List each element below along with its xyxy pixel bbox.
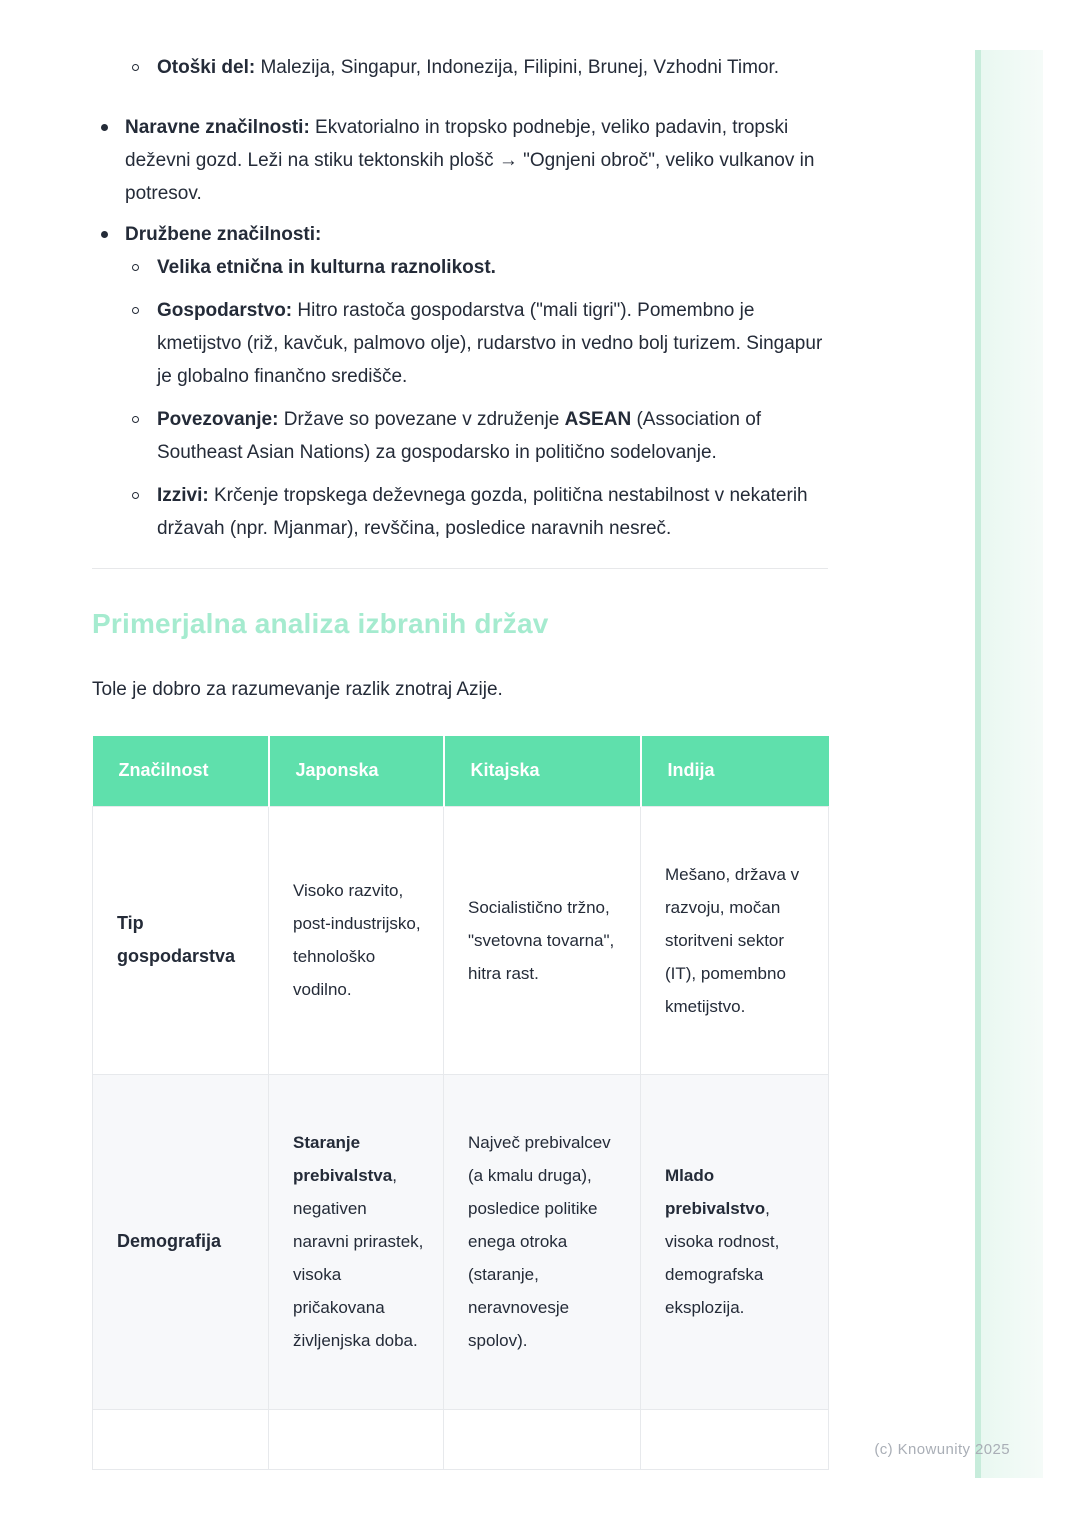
list-item-gospodarstvo <box>92 294 828 393</box>
copyright-text: (c) Knowunity 2025 <box>874 1441 1010 1458</box>
row-label: Tip gospodarstva <box>93 806 269 1074</box>
intro-paragraph: Tole je dobro za razumevanje razlik znotraj Azije. <box>92 679 503 700</box>
list-item-text: Izzivi: Krčenje tropskega deževnega gozda, politična nestabilnost v nekaterih državah (npr. Mjanmar), revščina, posledice naravnih nesreč. <box>157 485 808 539</box>
list-item-text: Velika etnična in kulturna raznolikost. <box>157 257 496 278</box>
circle-bullet-icon <box>132 264 139 271</box>
table-header-row <box>93 736 829 806</box>
list-item-text: Družbene značilnosti: <box>125 224 322 245</box>
list-item-text: Otoški del: Malezija, Singapur, Indonezija, Filipini, Brunej, Vzhodni Timor. <box>157 57 780 78</box>
disc-bullet-icon <box>101 231 108 238</box>
table-cell-japonska: Visoko razvito, post-industrijsko, tehnološko vodilno. <box>269 806 444 1074</box>
table-cell-indija: Mlado prebivalstvo, visoka rodnost, demografska eksplozija. <box>641 1074 829 1409</box>
table-cell-kitajska: Največ prebivalcev (a kmalu druga), posledice politike enega otroka (staranje, neravnovesje spolov). <box>444 1074 641 1409</box>
header-cell-znacilnost: Značilnost <box>93 736 269 806</box>
comparison-table <box>92 736 829 1470</box>
list-item-naravne-znacilnosti <box>92 111 828 210</box>
page-content <box>92 51 828 1470</box>
circle-bullet-icon <box>132 307 139 314</box>
table-cell-indija <box>641 1409 829 1469</box>
list-item-text: Naravne značilnosti: Ekvatorialno in tropsko podnebje, veliko padavin, tropski deževni gozd. Leži na stiku tektonskih plošč → "Ognjeni obroč", veliko vulkanov in potresov. <box>125 117 815 204</box>
circle-bullet-icon <box>132 416 139 423</box>
circle-bullet-icon <box>132 492 139 499</box>
table-cell-kitajska <box>444 1409 641 1469</box>
table-cell-kitajska: Socialistično tržno, "svetovna tovarna", hitra rast. <box>444 806 641 1074</box>
list-item-druzbene-znacilnosti <box>92 218 828 251</box>
list-item-izzivi <box>92 479 828 545</box>
table-row-demografija <box>93 1074 829 1409</box>
list-item-otoski-del <box>92 51 828 84</box>
table-row-partial <box>93 1409 829 1469</box>
side-accent-wash <box>981 50 1043 1478</box>
header-cell-japonska: Japonska <box>269 736 444 806</box>
notes-list <box>92 51 828 545</box>
table-cell-japonska <box>269 1409 444 1469</box>
section-heading: Primerjalna analiza izbranih držav <box>92 608 549 639</box>
list-item-povezovanje <box>92 403 828 469</box>
header-cell-indija: Indija <box>641 736 829 806</box>
disc-bullet-icon <box>101 124 108 131</box>
table-row-tip-gospodarstva <box>93 806 829 1074</box>
circle-bullet-icon <box>132 64 139 71</box>
row-label: Demografija <box>93 1074 269 1409</box>
row-label <box>93 1409 269 1469</box>
header-cell-kitajska: Kitajska <box>444 736 641 806</box>
table-cell-indija: Mešano, država v razvoju, močan storitveni sektor (IT), pomembno kmetijstvo. <box>641 806 829 1074</box>
table-cell-japonska: Staranje prebivalstva, negativen naravni prirastek, visoka pričakovana življenjska doba. <box>269 1074 444 1409</box>
list-item-text: Povezovanje: Države so povezane v združenje ASEAN (Association of Southeast Asian Nations) za gospodarsko in politično sodelovanje. <box>157 409 762 463</box>
section-divider <box>92 568 828 569</box>
list-item-text: Gospodarstvo: Hitro rastoča gospodarstva ("mali tigri"). Pomembno je kmetijstvo (riž, kavčuk, palmovo olje), rudarstvo in vedno bolj turizem. Singapur je globalno finančno središče. <box>157 300 823 387</box>
side-accent-panel <box>975 50 1043 1478</box>
page-footer <box>874 1441 1010 1458</box>
list-item-velika-etnicna <box>92 251 828 284</box>
